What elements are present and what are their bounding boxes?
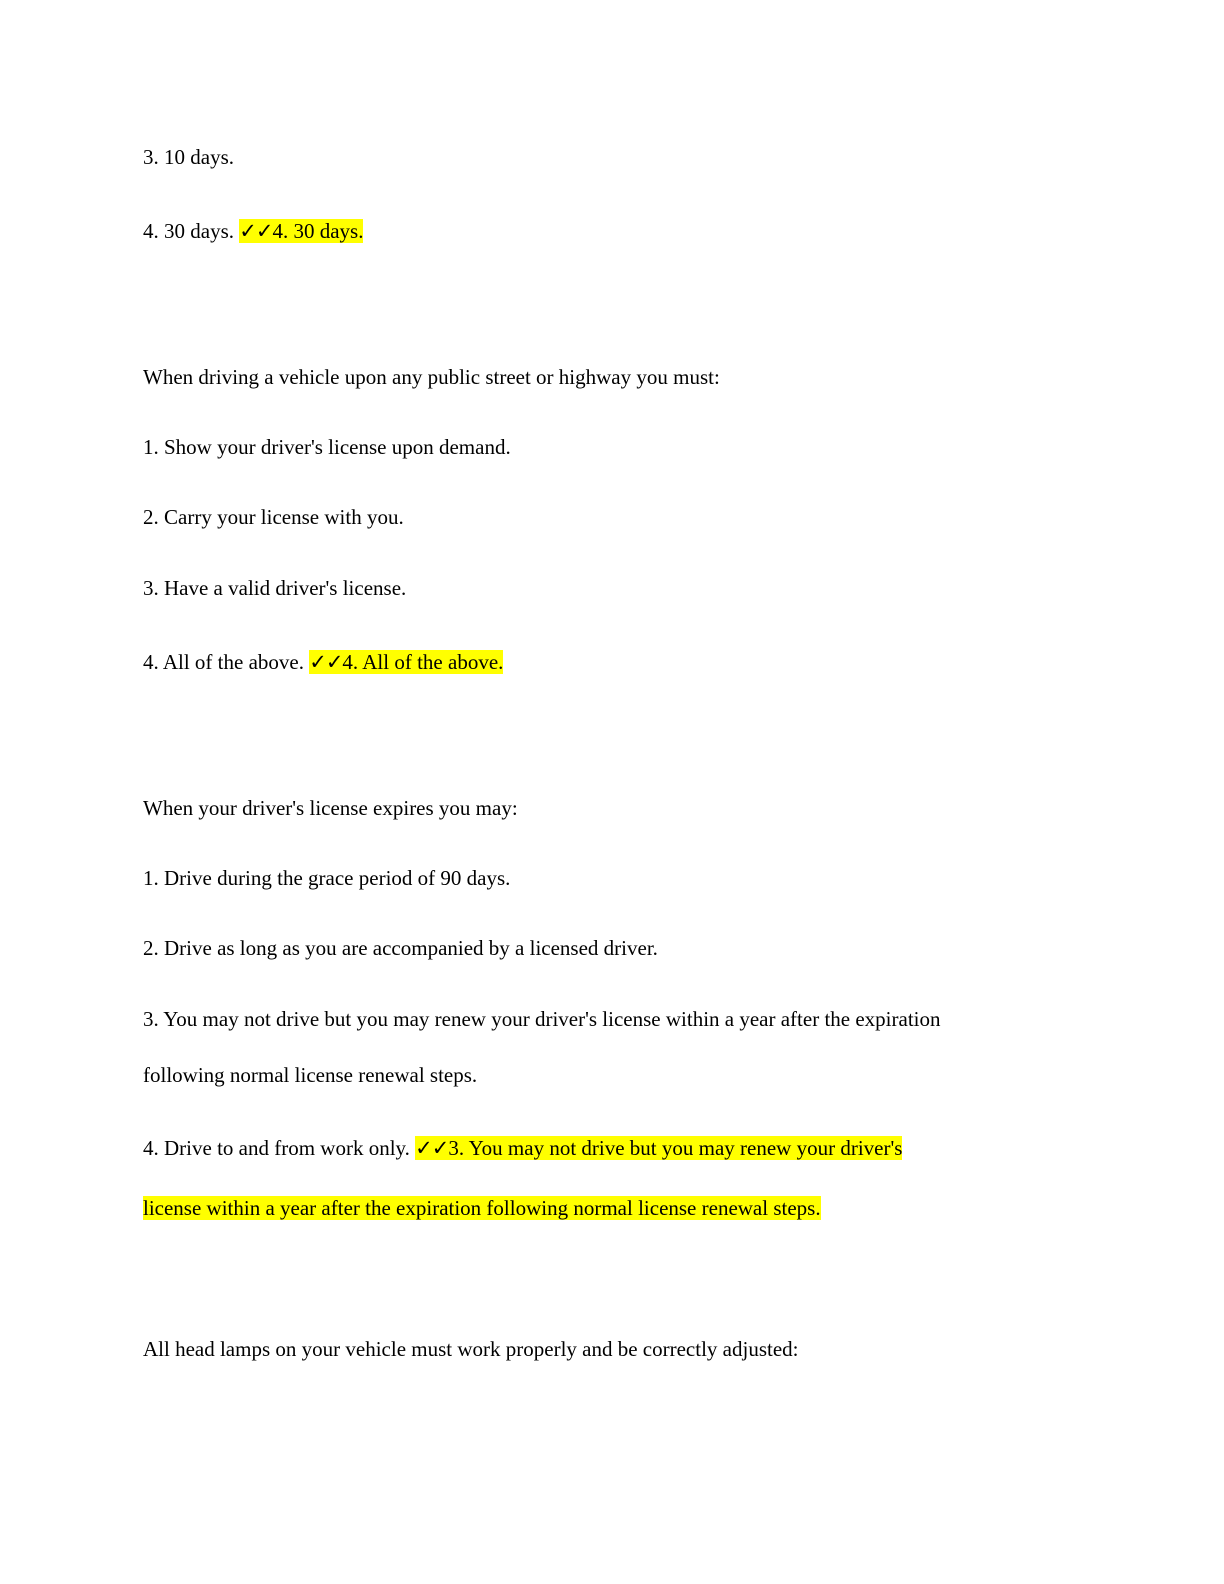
question-label: When your driver's license expires you may: [143, 796, 518, 820]
question-text [143, 362, 720, 392]
option-text: 1. Drive during the grace period of 90 days. [143, 866, 511, 890]
option-line [143, 142, 234, 172]
option-line [143, 432, 511, 462]
question-label: All head lamps on your vehicle must work properly and be correctly adjusted: [143, 1337, 799, 1361]
option-line [143, 863, 510, 893]
double-check-icon: ✓✓ [309, 650, 343, 674]
option-text: 2. Carry your license with you. [143, 505, 404, 529]
double-check-icon: ✓✓ [415, 1136, 449, 1160]
option-text: 4. 30 days. [143, 219, 240, 243]
option-text: 2. Drive as long as you are accompanied by a licensed driver. [143, 936, 658, 960]
option-text: 3. You may not drive but you may renew your driver's license within a year after the expiration [143, 1007, 941, 1031]
option-line-continuation [143, 1060, 477, 1090]
option-line-with-answer [143, 1133, 902, 1163]
answer-highlight [143, 1196, 821, 1220]
answer-text: 4. 30 days. [272, 219, 364, 243]
answer-highlight [309, 650, 503, 674]
answer-text: 3. You may not drive but you may renew your driver's [448, 1136, 903, 1160]
option-line [143, 502, 404, 532]
answer-text: 4. All of the above. [342, 650, 504, 674]
option-line-with-answer [143, 647, 503, 677]
option-text: 3. Have a valid driver's license. [143, 576, 407, 600]
answer-highlight [415, 1136, 902, 1160]
option-text: 4. All of the above. [143, 650, 310, 674]
option-line [143, 1004, 941, 1034]
option-text: 1. Show your driver's license upon demand. [143, 435, 511, 459]
answer-highlight [239, 219, 363, 243]
question-label: When driving a vehicle upon any public street or highway you must: [143, 365, 720, 389]
answer-continuation-line [143, 1193, 821, 1223]
option-line [143, 573, 406, 603]
option-text: 4. Drive to and from work only. [143, 1136, 416, 1160]
question-text [143, 793, 518, 823]
option-line [143, 933, 658, 963]
option-text: following normal license renewal steps. [143, 1063, 478, 1087]
option-line-with-answer [143, 216, 363, 246]
question-text [143, 1334, 798, 1364]
double-check-icon: ✓✓ [239, 219, 273, 243]
answer-text: license within a year after the expiration following normal license renewal steps. [143, 1196, 821, 1220]
option-text: 3. 10 days. [143, 145, 234, 169]
